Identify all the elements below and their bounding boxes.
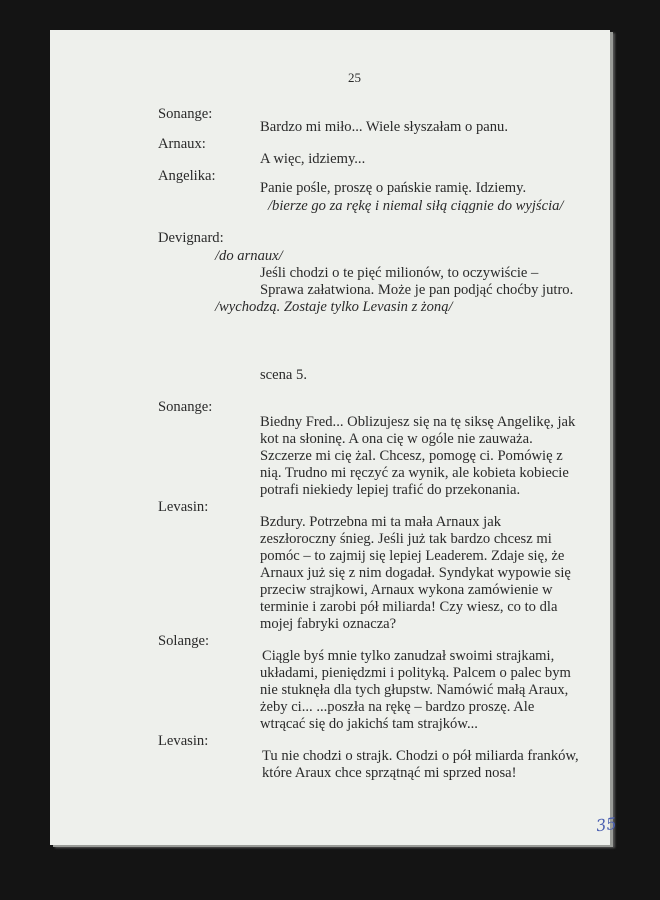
speaker-label: Arnaux: — [158, 136, 206, 152]
speaker-label: Sonange: — [158, 106, 213, 122]
dialogue-line: A więc, idziemy... — [260, 151, 366, 167]
dialogue-line: Arnaux już się z nim dogadał. Syndykat wypowie się — [260, 565, 571, 581]
speaker-label: Levasin: — [158, 733, 209, 749]
dialogue-line: Jeśli chodzi o te pięć milionów, to oczywiście – — [260, 265, 539, 281]
dialogue-line: Biedny Fred... Oblizujesz się na tę siksę Angelikę, jak — [260, 414, 576, 430]
handwritten-page-number: 35 — [594, 813, 618, 836]
dialogue-line: mojej fabryki oznacza? — [260, 616, 397, 632]
dialogue-line: wtrącać się do jakichś tam strajków... — [260, 716, 478, 732]
dialogue-line: Szczerze mi cię żal. Chcesz, pomogę ci. Pomówię z — [260, 448, 563, 464]
dialogue-line: Bzdury. Potrzebna mi ta mała Arnaux jak — [260, 514, 501, 530]
speaker-label: Solange: — [158, 633, 210, 649]
speaker-label: Angelika: — [158, 168, 216, 184]
dialogue-line: przeciw strajkowi, Arnaux wykona zamówienie w — [260, 582, 553, 598]
dialogue-line: które Araux chce sprzątnąć mi sprzed nosa! — [262, 765, 517, 781]
dialogue-line: Tu nie chodzi o strajk. Chodzi o pół miliarda franków, — [262, 748, 579, 764]
speaker-label: Devignard: — [158, 230, 224, 246]
dialogue-line: potrafi niekiedy lepiej trafić do przekonania. — [260, 482, 521, 498]
dialogue-line: terminie i zarobi pół miliarda! Czy wiesz, co to dla — [260, 599, 558, 615]
dialogue-line: Panie pośle, proszę o pańskie ramię. Idziemy. — [260, 180, 527, 196]
dialogue-line: Bardzo mi miło... Wiele słyszałam o panu. — [260, 119, 508, 135]
scene-heading: scena 5. — [260, 367, 308, 383]
dialogue-line: nią. Trudno mi ręczyć za wynik, ale kobieta kobiecie — [260, 465, 569, 481]
dialogue-line: układami, pieniędzmi i polityką. Palcem o palec bym — [260, 665, 571, 681]
dialogue-line: Ciągle byś mnie tylko zanudzał swoimi strajkami, — [262, 648, 555, 664]
dialogue-line: zeszłoroczny śnieg. Jeśli już tak bardzo chcesz mi — [260, 531, 552, 547]
page-number: 25 — [348, 70, 361, 85]
dialogue-line: żeby ci... ...poszła na rękę – bardzo proszę. Ale — [260, 699, 535, 715]
stage-direction: /bierze go za rękę i niemal siłą ciągnie do wyjścia/ — [268, 198, 564, 214]
stage-direction: /wychodzą. Zostaje tylko Levasin z żoną/ — [215, 299, 453, 315]
dialogue-line: pomóc – to zajmij się lepiej Leaderem. Zdaje się, że — [260, 548, 565, 564]
stage-direction: /do arnaux/ — [215, 248, 283, 264]
dialogue-line: Sprawa załatwiona. Może je pan podjąć choćby jutro. — [260, 282, 574, 298]
dialogue-line: nie stuknęła dla tych głupstw. Namówić małą Araux, — [260, 682, 569, 698]
speaker-label: Sonange: — [158, 399, 213, 415]
speaker-label: Levasin: — [158, 499, 209, 515]
dialogue-line: kot na słoninę. A ona cię w ogóle nie zauważa. — [260, 431, 533, 447]
